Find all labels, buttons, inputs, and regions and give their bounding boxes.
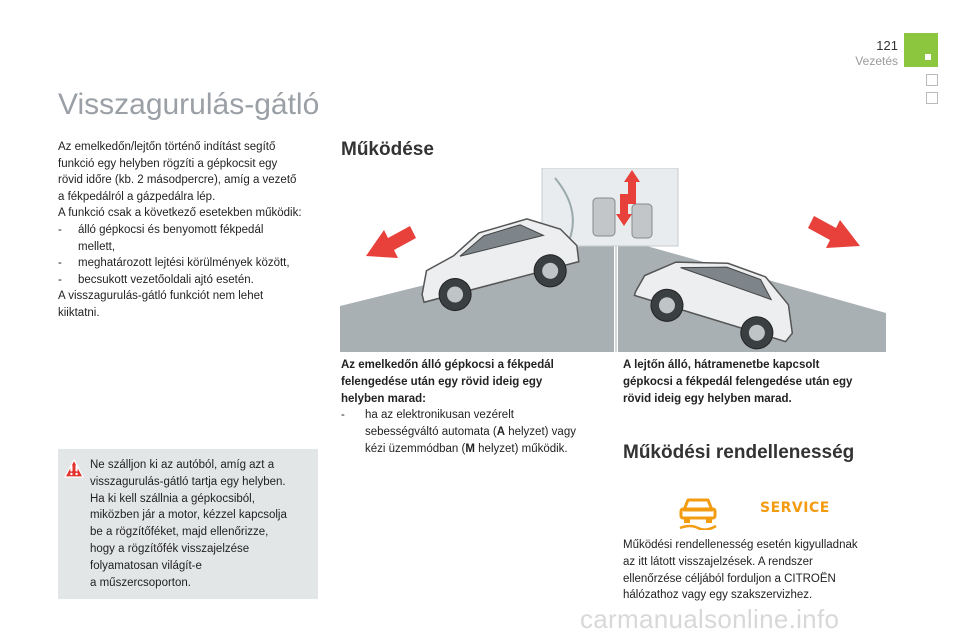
gear-position-a: A [496,426,506,439]
text-line: ellenőrzése céljából forduljon a CITROËN [623,572,836,585]
list-dash: - [341,409,345,422]
text-line: Az emelkedőn/lejtőn történő indítást segítő [58,141,276,153]
text-line: be a rögzítőféket, majd ellenőrizze, [90,526,269,539]
caption-downhill [623,357,888,407]
list-dash: - [58,257,62,270]
text-line: visszagurulás-gátló tartja egy helyben. [90,475,286,488]
text-line: becsukott vezetőoldali ajtó esetén. [78,273,254,286]
tab-marker-icon [925,54,931,60]
intro-text [58,139,320,322]
warning-exclamation-icon [64,459,84,479]
text-line: kiiktatni. [58,306,100,319]
text-line: a fékpedálról a gázpedálra lép. [58,190,216,203]
caption-line [365,441,601,458]
page-number: 121 [876,38,898,53]
condition-list [58,222,320,288]
caption-uphill [341,357,601,458]
list-dash: - [58,223,62,236]
text-line: funkció egy helyben rögzíti a gépkocsit egy [58,157,278,170]
list-item [58,222,320,255]
list-item [58,255,320,272]
text-line: az itt látott visszajelzések. A rendszer [623,555,813,568]
caption-line: gépkocsi a fékpedál felengedése után egy [623,375,853,388]
list-item [341,407,601,457]
text-line: mellett, [78,240,116,253]
text-line: hálózathoz vagy egy szakszervizhez. [623,589,813,602]
text-line: Ne szálljon ki az autóból, amíg azt a [90,459,275,471]
section-name: Vezetés [855,54,898,68]
operation-heading: Működése [341,139,434,160]
chapter-tab-active[interactable] [904,33,938,67]
text-line: hogy a rögzítőfék visszajelzése [90,542,250,555]
malfunction-text [623,537,893,604]
text-line: miközben jár a motor, kézzel kapcsolja [90,509,287,522]
text-line: rövid időre (kb. 2 másodpercre), amíg a vezető [58,174,297,187]
text-line: A visszagurulás-gátló funkciót nem lehet [58,290,264,303]
text-line: folyamatosan világít-e [90,559,202,572]
caption-line: helyben marad: [341,392,426,405]
caption-line: felengedése után egy rövid ideig egy [341,375,543,388]
caption-line: ha az elektronikusan vezérelt [365,409,514,422]
chapter-tab[interactable] [926,74,938,86]
text-run: helyzet) működik. [474,442,568,455]
watermark: carmanualsonline.info [580,604,840,634]
text-line: a műszercsoporton. [90,576,191,589]
list-dash: - [58,273,62,286]
text-run: helyzet) vagy [505,426,576,439]
rollback-arrow-left-icon [366,226,416,258]
text-line: álló gépkocsi és benyomott fékpedál [78,223,264,236]
page-title: Visszagurulás-gátló [58,88,320,121]
gear-position-m: M [465,442,475,455]
text-line: Működési rendellenesség esetén kigyulladnak [623,539,858,551]
text-line: meghatározott lejtési körülmények között, [78,257,290,270]
caption-line: Az emelkedőn álló gépkocsi a fékpedál [341,359,554,371]
caption-line: A lejtőn álló, hátramenetbe kapcsolt [623,359,820,371]
caption-line [365,424,601,441]
warning-text [90,457,312,591]
text-line: A funkció csak a következő esetekben működik: [58,207,302,220]
list-item [58,272,320,289]
rollback-arrow-right-icon [808,216,860,248]
text-line: Ha ki kell szállnia a gépkocsiból, [90,492,255,505]
text-run: kézi üzemmódban ( [365,442,466,455]
service-warning-label: SERVICE [760,500,830,516]
hill-assist-warning-icon [676,492,720,530]
text-run: sebességváltó automata ( [365,426,497,439]
hill-start-illustration [340,168,886,352]
caption-line: rövid ideig egy helyben marad. [623,392,792,405]
malfunction-heading: Működési rendellenesség [623,442,855,463]
chapter-tab[interactable] [926,92,938,104]
